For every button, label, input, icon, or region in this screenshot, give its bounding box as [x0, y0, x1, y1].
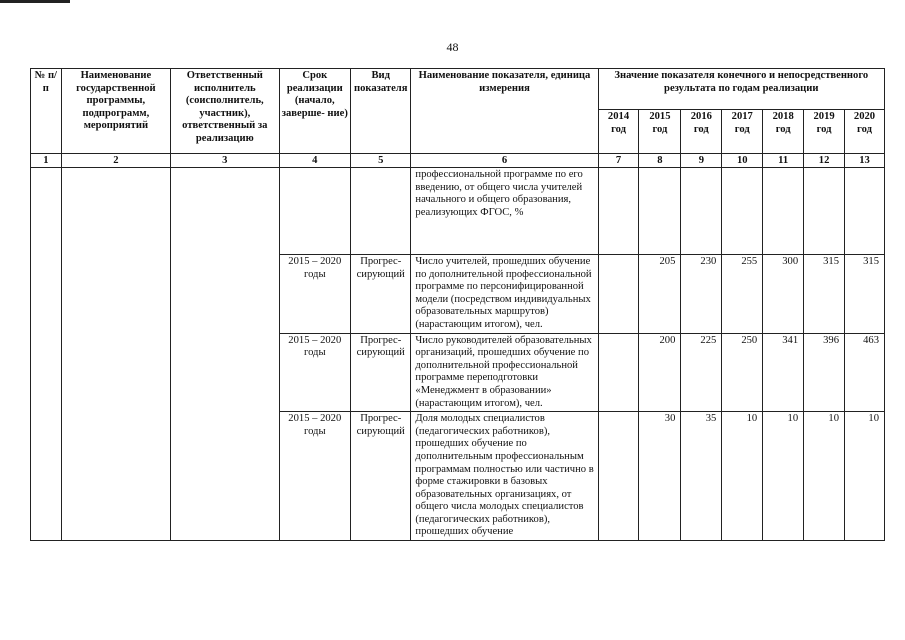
cell-value: 315 — [845, 255, 885, 334]
column-index: 2 — [61, 154, 170, 168]
header-program: Наименование государственной программы, подпрограмм, мероприятий — [61, 69, 170, 154]
cell-value: 10 — [804, 412, 845, 541]
cell-indicator: профессиональной программе по его введению, от общего числа учителей начального и общего образования, реализующих ФГОС, % — [411, 168, 598, 255]
column-index: 7 — [598, 154, 639, 168]
cell-value: 255 — [722, 255, 763, 334]
header-term: Срок реализации (начало, заверше- ние) — [279, 69, 351, 154]
cell-term: 2015 – 2020 годы — [279, 255, 351, 334]
column-index: 1 — [31, 154, 62, 168]
column-index: 4 — [279, 154, 351, 168]
cell-value: 205 — [639, 255, 681, 334]
column-index: 5 — [351, 154, 411, 168]
header-year: 2017 год — [722, 110, 763, 154]
cell-value — [598, 333, 639, 412]
header-year: 2019 год — [804, 110, 845, 154]
cell-program — [61, 168, 170, 541]
cell-value — [763, 168, 804, 255]
header-kind: Вид показателя — [351, 69, 411, 154]
column-index: 10 — [722, 154, 763, 168]
cell-term: 2015 – 2020 годы — [279, 333, 351, 412]
header-year: 2015 год — [639, 110, 681, 154]
cell-kind — [351, 168, 411, 255]
cell-value: 200 — [639, 333, 681, 412]
cell-value: 300 — [763, 255, 804, 334]
cell-kind: Прогрес- сирующий — [351, 333, 411, 412]
cell-value: 10 — [763, 412, 804, 541]
indicators-table — [30, 68, 885, 541]
header-value-group: Значение показателя конечного и непосредственного результата по годам реализации — [598, 69, 884, 110]
column-index: 6 — [411, 154, 598, 168]
cell-value: 341 — [763, 333, 804, 412]
header-responsible: Ответственный исполнитель (соисполнитель, участник), ответственный за реализацию — [171, 69, 279, 154]
column-index: 3 — [171, 154, 279, 168]
column-index-row — [31, 154, 885, 168]
cell-indicator: Число руководителей образовательных организаций, прошедших обучение по дополнительной профессиональной программе переподготовки «Менеджмент в образовании» (нарастающим итогом), чел. — [411, 333, 598, 412]
table-row — [31, 168, 885, 255]
cell-kind: Прогрес- сирующий — [351, 412, 411, 541]
cell-responsible — [171, 168, 279, 541]
header-year: 2016 год — [681, 110, 722, 154]
cell-term: 2015 – 2020 годы — [279, 412, 351, 541]
cell-value: 463 — [845, 333, 885, 412]
cell-num — [31, 168, 62, 541]
cell-value: 225 — [681, 333, 722, 412]
cell-value — [639, 168, 681, 255]
cell-value: 396 — [804, 333, 845, 412]
header-year: 2014 год — [598, 110, 639, 154]
column-index: 12 — [804, 154, 845, 168]
column-index: 11 — [763, 154, 804, 168]
header-row-top — [31, 69, 885, 110]
cell-kind: Прогрес- сирующий — [351, 255, 411, 334]
column-index: 8 — [639, 154, 681, 168]
cell-value — [681, 168, 722, 255]
header-indicator: Наименование показателя, единица измерения — [411, 69, 598, 154]
cell-value: 10 — [722, 412, 763, 541]
column-index: 9 — [681, 154, 722, 168]
cell-value — [598, 412, 639, 541]
page-number: 48 — [446, 40, 459, 54]
cell-value — [722, 168, 763, 255]
scan-edge-mark — [0, 0, 70, 3]
cell-value: 315 — [804, 255, 845, 334]
cell-indicator: Число учителей, прошедших обучение по дополнительной профессиональной программе по персонифицированной модели (посредством индивидуальных образовательных маршрутов) (нарастающим итогом), чел. — [411, 255, 598, 334]
cell-value: 230 — [681, 255, 722, 334]
column-index: 13 — [845, 154, 885, 168]
cell-value: 10 — [845, 412, 885, 541]
cell-value — [804, 168, 845, 255]
header-year: 2020 год — [845, 110, 885, 154]
cell-value — [598, 255, 639, 334]
cell-value: 35 — [681, 412, 722, 541]
cell-value: 250 — [722, 333, 763, 412]
header-year: 2018 год — [763, 110, 804, 154]
header-num: № п/п — [31, 69, 62, 154]
cell-indicator: Доля молодых специалистов (педагогических работников), прошедших обучение по дополнительным профессиональным программам полностью или частично в форме стажировки в базовых образовательных организациях, от общего числа молодых специалистов (педагогических работников), прошедших обучение — [411, 412, 598, 541]
cell-term — [279, 168, 351, 255]
cell-value: 30 — [639, 412, 681, 541]
cell-value — [598, 168, 639, 255]
cell-value — [845, 168, 885, 255]
